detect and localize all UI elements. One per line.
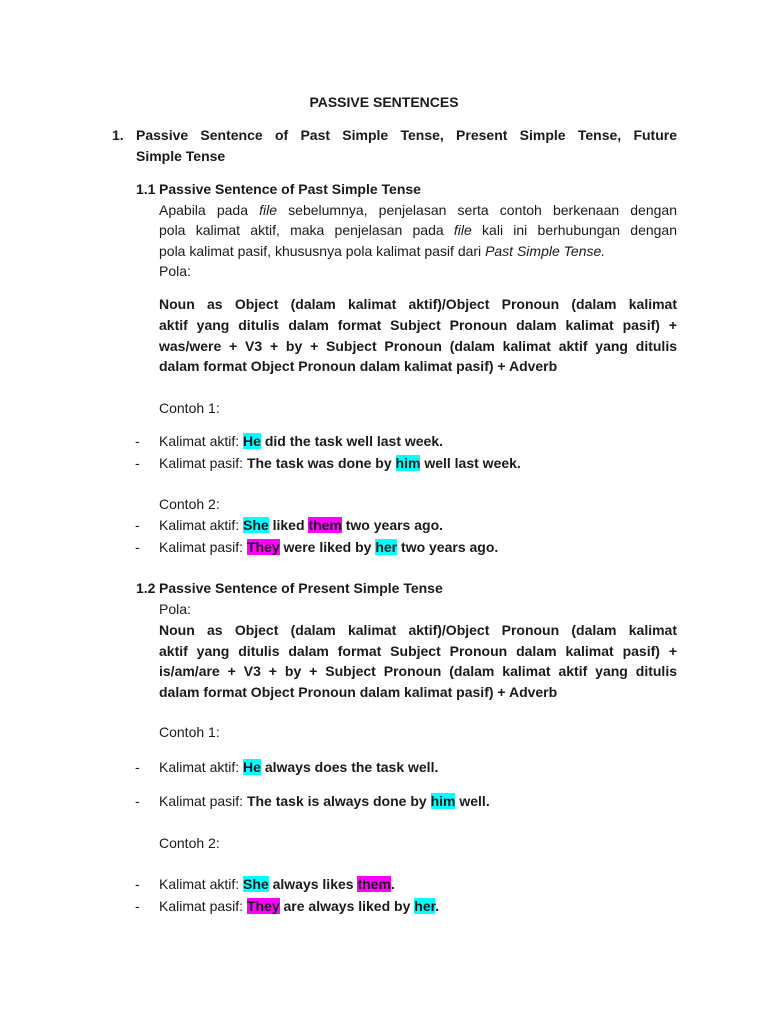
example-active-sentence: Kalimat aktif: She liked them two years ago. bbox=[159, 517, 444, 533]
pattern-line-3: is/am/are + V3 + by + Subject Pronoun (dalam kalimat aktif yang ditulis bbox=[159, 663, 677, 679]
bullet-dash: - bbox=[135, 539, 140, 555]
example-label: Contoh 1: bbox=[159, 400, 220, 416]
bullet-dash: - bbox=[135, 898, 140, 914]
bullet-dash: - bbox=[135, 876, 140, 892]
intro-line-1: Apabila pada file sebelumnya, penjelasan serta contoh berkenaan dengan bbox=[159, 202, 677, 218]
pola-label: Pola: bbox=[159, 601, 191, 617]
example-active-sentence: Kalimat aktif: She always likes them. bbox=[159, 876, 395, 892]
subsection-heading: Passive Sentence of Present Simple Tense bbox=[159, 580, 443, 596]
example-active-sentence: Kalimat aktif: He always does the task well. bbox=[159, 759, 439, 775]
intro-line-3: pola kalimat pasif, khususnya pola kalimat pasif dari Past Simple Tense. bbox=[159, 243, 606, 259]
pattern-line-2: aktif yang ditulis dalam format Subject Pronoun dalam kalimat pasif) + bbox=[159, 643, 677, 659]
pattern-line-4: dalam format Object Pronoun dalam kalimat pasif) + Adverb bbox=[159, 358, 558, 374]
example-passive-sentence: Kalimat pasif: They were liked by her two years ago. bbox=[159, 539, 499, 555]
example-active-sentence: Kalimat aktif: He did the task well last week. bbox=[159, 433, 444, 449]
example-passive-sentence: Kalimat pasif: The task was done by him well last week. bbox=[159, 455, 521, 471]
pattern-line-1: Noun as Object (dalam kalimat aktif)/Object Pronoun (dalam kalimat bbox=[159, 622, 677, 638]
intro-line-2: pola kalimat aktif, maka penjelasan pada file kali ini berhubungan dengan bbox=[159, 222, 678, 238]
pattern-line-1: Noun as Object (dalam kalimat aktif)/Object Pronoun (dalam kalimat bbox=[159, 296, 677, 312]
bullet-dash: - bbox=[135, 455, 140, 471]
example-label: Contoh 2: bbox=[159, 496, 220, 512]
bullet-dash: - bbox=[135, 793, 140, 809]
section-number: 1. bbox=[112, 127, 124, 143]
example-passive-sentence: Kalimat pasif: They are always liked by her. bbox=[159, 898, 440, 914]
bullet-dash: - bbox=[135, 759, 140, 775]
section-heading-line1: Passive Sentence of Past Simple Tense, Present Simple Tense, Future bbox=[136, 127, 677, 143]
pola-label: Pola: bbox=[159, 263, 191, 279]
page-title: PASSIVE SENTENCES bbox=[309, 94, 459, 110]
subsection-heading: Passive Sentence of Past Simple Tense bbox=[159, 181, 421, 197]
subsection-number: 1.1 bbox=[136, 181, 156, 197]
section-heading-line2: Simple Tense bbox=[136, 148, 226, 164]
example-label: Contoh 1: bbox=[159, 724, 220, 740]
pattern-line-4: dalam format Object Pronoun dalam kalimat pasif) + Adverb bbox=[159, 684, 558, 700]
subsection-number: 1.2 bbox=[136, 580, 156, 596]
example-label: Contoh 2: bbox=[159, 835, 220, 851]
bullet-dash: - bbox=[135, 517, 140, 533]
bullet-dash: - bbox=[135, 433, 140, 449]
pattern-line-2: aktif yang ditulis dalam format Subject Pronoun dalam kalimat pasif) + bbox=[159, 317, 677, 333]
example-passive-sentence: Kalimat pasif: The task is always done by him well. bbox=[159, 793, 490, 809]
pattern-line-3: was/were + V3 + by + Subject Pronoun (dalam kalimat aktif yang ditulis bbox=[159, 338, 677, 354]
